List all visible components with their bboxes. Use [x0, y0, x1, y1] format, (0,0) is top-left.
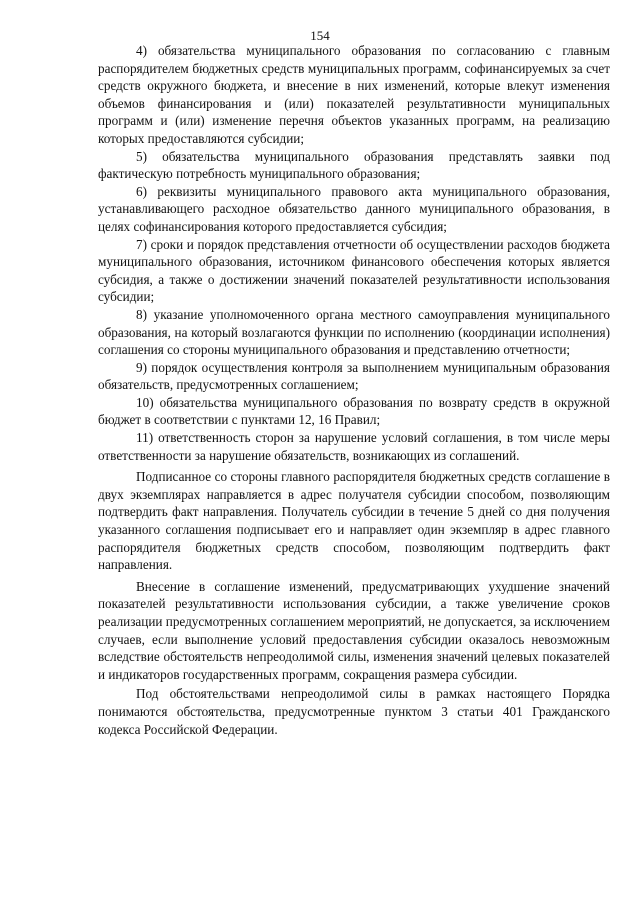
paragraph-item-10: 10) обязательства муниципального образования по возврату средств в окружной бюджет в соответствии с пунктами 12, 16 Правил; — [98, 394, 610, 428]
paragraph-item-5: 5) обязательства муниципального образования представлять заявки под фактическую потребность муниципального образования; — [98, 148, 610, 182]
paragraph-item-6: 6) реквизиты муниципального правового акта муниципального образования, устанавливающего расходное обязательство данного муниципального образования, в целях софинансирования которого предоставляется субсидия; — [98, 183, 610, 234]
paragraph-signed-agreement: Подписанное со стороны главного распорядителя бюджетных средств соглашение в двух экземплярах направляется в адрес получателя субсидии способом, позволяющим подтвердить факт направления. Получатель субсидии в течение 5 дней со дня получения указанного соглашения подписывает его и направляет один экземпляр в адрес главного распорядителя бюджетных средств способом, позволяющим подтвердить факт направления. — [98, 469, 610, 573]
paragraph-force-majeure: Под обстоятельствами непреодолимой силы в рамках настоящего Порядка понимаются обстоятельства, предусмотренные пунктом 3 статьи 401 Гражданского кодекса Российской Федерации. — [98, 686, 610, 737]
page-number: 154 — [310, 28, 330, 43]
document-body — [98, 42, 610, 738]
paragraph-item-9: 9) порядок осуществления контроля за выполнением муниципальным образования обязательств, предусмотренных соглашением; — [98, 359, 610, 393]
paragraph-item-8: 8) указание уполномоченного органа местного самоуправления муниципального образования, на который возлагаются функции по исполнению (координации исполнения) соглашения со стороны муниципального образования и представлению отчетности; — [98, 306, 610, 358]
paragraph-item-4: 4) обязательства муниципального образования по согласованию с главным распорядителем бюджетных средств муниципальных программ, софинансируемых за счет средств окружного бюджета, и внесение в них изменений, которые влекут изменения объемов финансирования и (или) показателей результативности муниципальных программ и (или) изменение перечня объектов указанных программ, на реализацию которых предоставляются субсидии; — [98, 43, 610, 146]
paragraph-item-11: 11) ответственность сторон за нарушение условий соглашения, в том числе меры ответственности за нарушение обязательств, возникающих из соглашений. — [98, 430, 610, 463]
paragraph-item-7: 7) сроки и порядок представления отчетности об осуществлении расходов бюджета муниципального образования, источником финансового обеспечения которых является субсидия, а также о достижении значений показателей результативности использования субсидии; — [98, 236, 610, 305]
paragraph-amendments: Внесение в соглашение изменений, предусматривающих ухудшение значений показателей результативности использования субсидии, а также увеличение сроков реализации предусмотренных соглашением мероприятий, не допускается, за исключением случаев, если выполнение условий предоставления субсидии оказалось невозможным вследствие обстоятельств непреодолимой силы, изменения значений целевых показателей и индикаторов государственных программ, сокращения размера субсидии. — [98, 578, 610, 682]
